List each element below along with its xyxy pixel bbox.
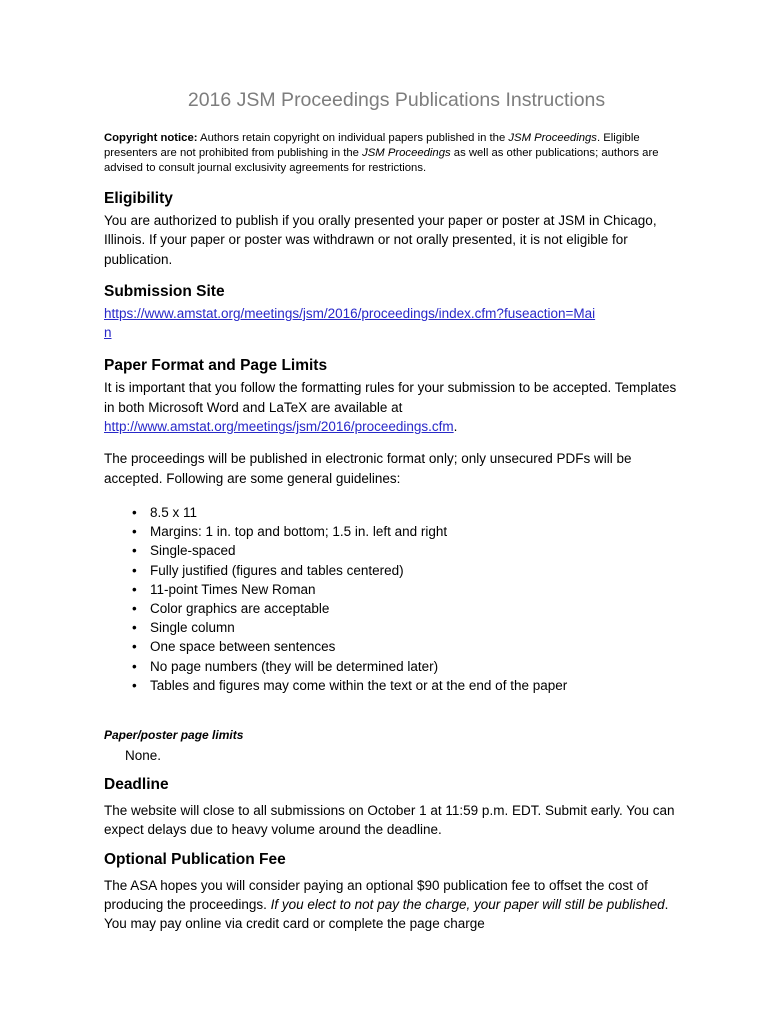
- bullet-item: • 11-point Times New Roman: [104, 580, 689, 599]
- publication-fee-body: The ASA hopes you will consider paying an optional $90 publication fee to offset the cost of producing the proceedings. If you elect to not pay the charge, your paper will still be published. You may pay online via credit card or complete the page charge: [104, 877, 669, 932]
- jsm-proceedings-italic: JSM Proceedings: [508, 132, 597, 144]
- eligibility-body: You are authorized to publish if you orally presented your paper or poster at JSM in Chicago, Illinois. If your paper or poster was withdrawn or not orally presented, it is not eligible for publication.: [104, 213, 657, 267]
- bullet-item: • Color graphics are acceptable: [104, 599, 689, 618]
- bullet-item: • 8.5 x 11: [104, 503, 689, 522]
- templates-link[interactable]: http://www.amstat.org/meetings/jsm/2016/proceedings.cfm: [104, 419, 454, 435]
- section-heading-deadline: Deadline: [104, 776, 169, 793]
- section-heading-paper-format: Paper Format and Page Limits: [104, 357, 328, 375]
- fee-italic-note: If you elect to not pay the charge, your paper will still be published: [270, 896, 665, 912]
- paper-poster-limits-heading: Paper/poster page limits: [104, 728, 244, 742]
- bullet-item: • No page numbers (they will be determined later): [104, 657, 689, 676]
- document-title: 2016 JSM Proceedings Publications Instructions: [187, 89, 606, 111]
- paper-poster-limits-value: None.: [125, 748, 162, 763]
- document-content: [104, 0, 689, 933]
- bullet-item: • Single column: [104, 618, 689, 637]
- deadline-body: The website will close to all submissions on October 1 at 11:59 p.m. EDT. Submit early. You can expect delays due to heavy volume around the deadline.: [104, 803, 675, 838]
- copyright-notice: Copyright notice: Authors retain copyright on individual papers published in the JSM Proceedings. Eligible presenters are not prohibited from publishing in the JSM Proceedings as well as other publications; authors are advised to consult journal exclusivity agreements for restrictions.: [104, 132, 659, 174]
- bullet-item: • Margins: 1 in. top and bottom; 1.5 in. left and right: [104, 522, 689, 541]
- guidelines-list: [104, 503, 689, 695]
- proceedings-guidelines-paragraph: The proceedings will be published in electronic format only; only unsecured PDFs will be accepted. Following are some general guidelines:: [104, 451, 632, 486]
- section-heading-publication-fee: Optional Publication Fee: [104, 850, 286, 868]
- bullet-item: • One space between sentences: [104, 637, 689, 656]
- section-heading-eligibility: Eligibility: [104, 190, 173, 207]
- copyright-label: Copyright notice:: [104, 132, 198, 144]
- submission-link-paragraph: [104, 304, 689, 343]
- bullet-item: • Fully justified (figures and tables centered): [104, 561, 689, 580]
- bullet-item: • Tables and figures may come within the text or at the end of the paper: [104, 676, 689, 695]
- submission-site-link[interactable]: https://www.amstat.org/meetings/jsm/2016/proceedings/index.cfm?fuseaction=Mai n: [104, 305, 596, 341]
- jsm-proceedings-italic: JSM Proceedings: [362, 147, 451, 159]
- format-intro-paragraph: It is important that you follow the formatting rules for your submission to be accepted. Templates in both Microsoft Word and LaTeX are available at http://www.amstat.org/meetings/jsm/2016/proceedings.cfm.: [104, 380, 677, 435]
- section-heading-submission-site: Submission Site: [104, 282, 225, 300]
- bullet-item: • Single-spaced: [104, 541, 689, 560]
